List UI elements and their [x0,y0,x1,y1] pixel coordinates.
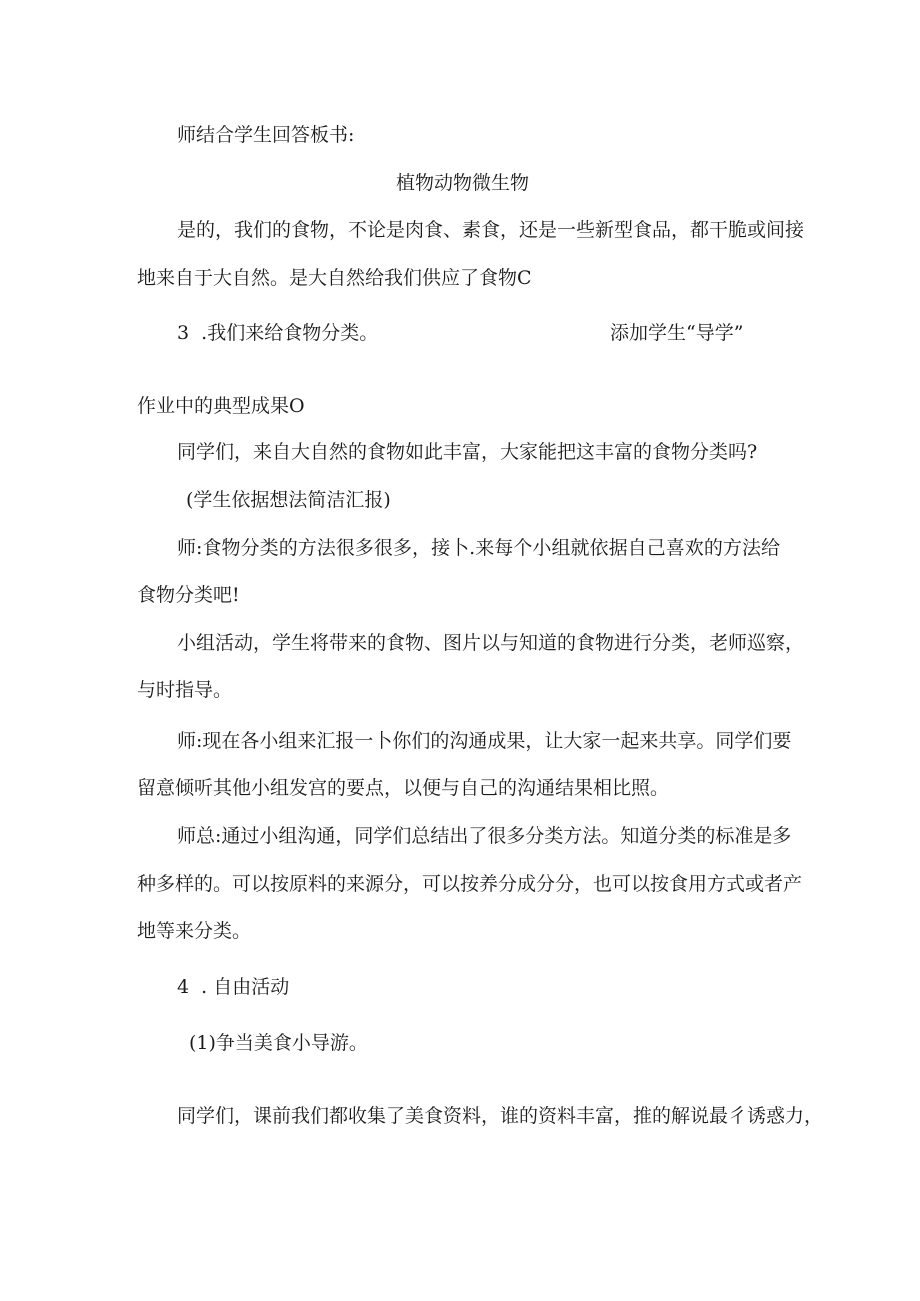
paragraph-line: 留意倾听其他小组发宫的要点，以便与自己的沟通结果相比照。 [137,777,670,799]
paragraph-line: (学生依据想法简洁汇报) [186,489,391,511]
paragraph-line: 地等来分类。 [137,920,252,942]
paragraph-line: 是的，我们的食物，不论是肉食、素食，还是一些新型食品，都干脆或间接 [177,219,805,241]
paragraph-line: 地来自于大自然。是大自然给我们供应了食物C [137,267,532,289]
paragraph-line: 同学们，课前我们都收集了美食资料，谁的资料丰富，推的解说最彳诱惑力， [177,1105,824,1127]
margin-note-continued: 作业中的典型成果O [137,395,305,417]
paragraph-line: 师结合学生回答板书: [177,124,355,146]
paragraph-line: 与时指导。 [137,679,233,701]
paragraph-line: 同学们，来自大自然的食物如此丰富，大家能把这丰富的食物分类吗? [177,441,758,463]
paragraph-line: 小组活动，学生将带来的食物、图片以与知道的食物进行分类，老师巡察， [177,632,805,654]
subsection-heading: (1)争当美食小导游。 [189,1032,368,1054]
board-writing-line: 植物动物微生物 [396,172,530,194]
margin-note: 添加学生“导学” [610,322,744,344]
paragraph-line: 师:食物分类的方法很多很多，接卜.来每个小组就依据自己喜欢的方法给 [177,537,780,559]
section-heading: 4 . 自由活动 [177,976,290,998]
paragraph-line: 师:现在各小组来汇报一卜你们的沟通成果，让大家一起来共享。同学们要 [177,730,792,752]
paragraph-line: 种多样的。可以按原料的来源分，可以按养分成分分，也可以按食用方式或者产 [137,873,803,895]
section-heading: 3 .我们来给食物分类。 [177,322,379,344]
paragraph-line: 师总:通过小组沟通，同学们总结出了很多分类方法。知道分类的标准是多 [177,825,792,847]
paragraph-line: 食物分类吧! [137,584,240,606]
